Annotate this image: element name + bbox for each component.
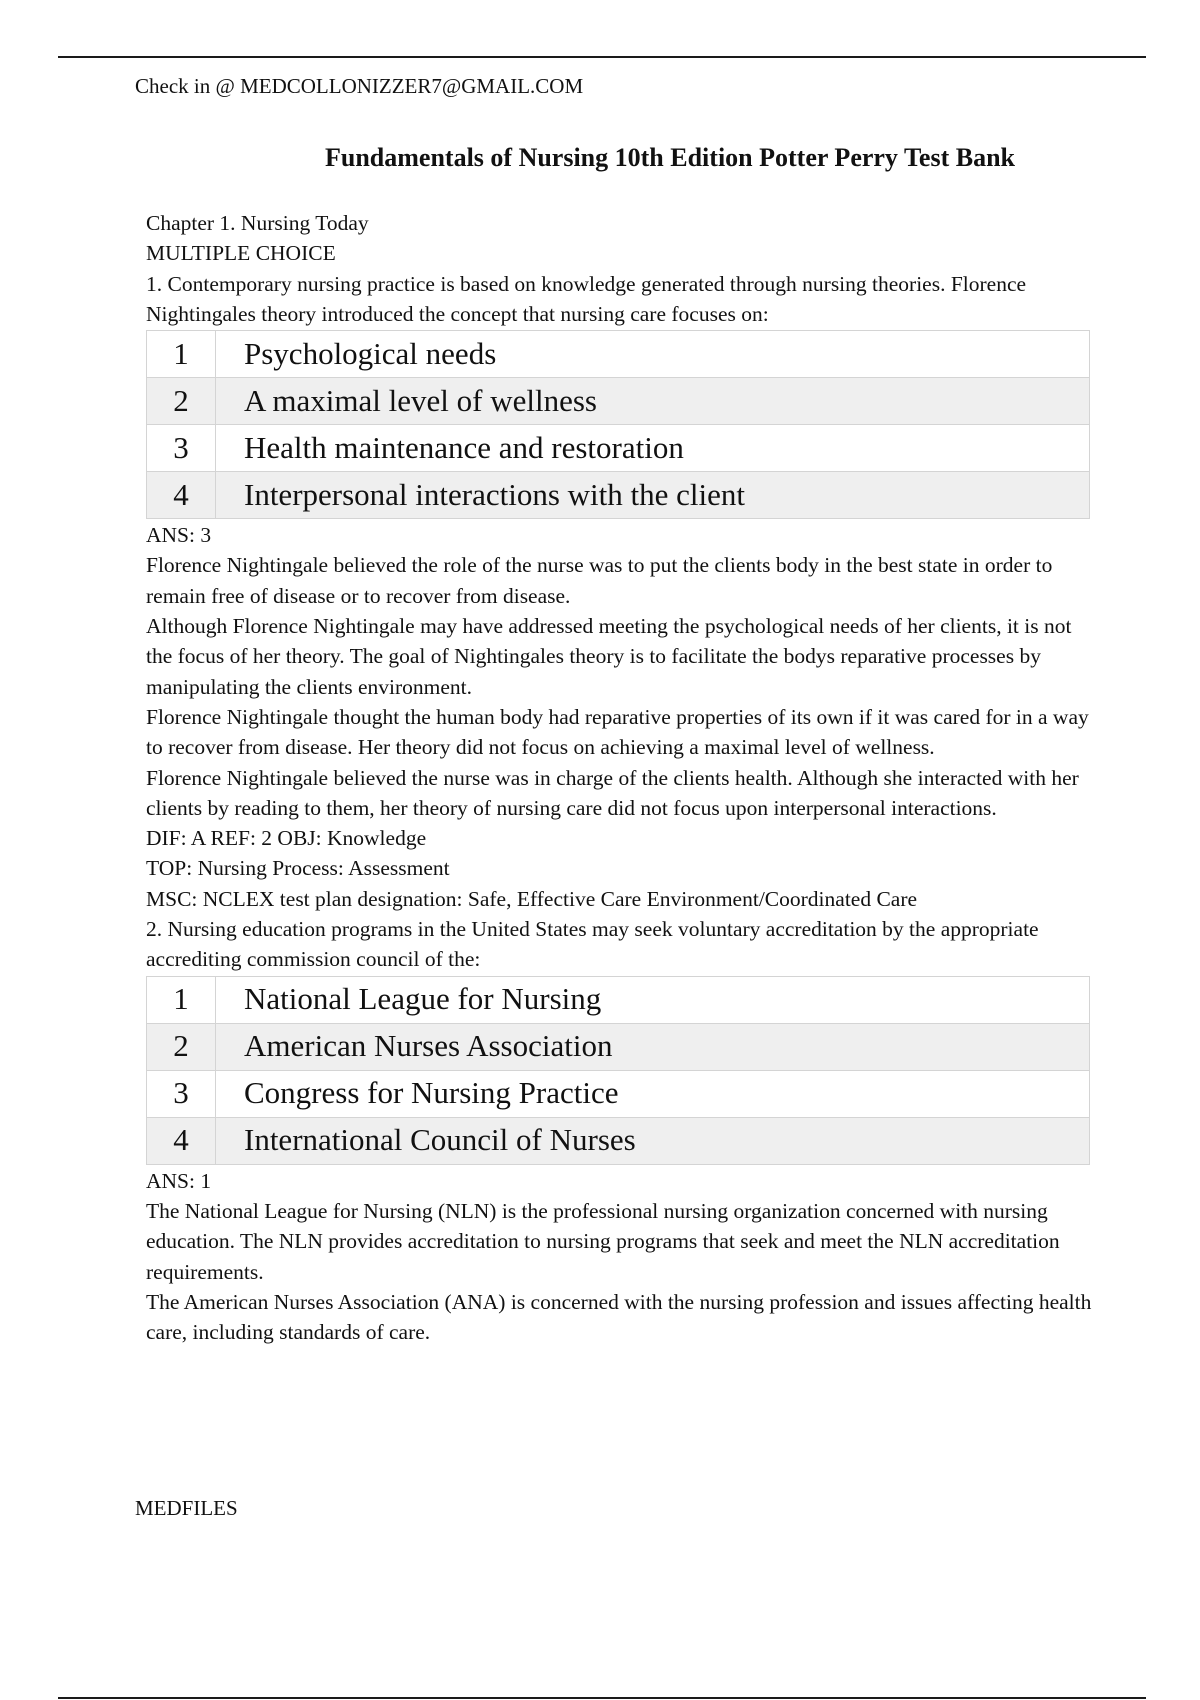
option-number: 3 [147,1070,216,1117]
option-number: 3 [147,425,216,472]
answer-line: ANS: 1 [146,1168,212,1193]
option-row [147,425,1090,472]
meta-line: DIF: A REF: 2 OBJ: Knowledge [146,826,427,851]
option-row [147,472,1090,519]
rationale-paragraph: Florence Nightingale believed the role of the nurse was to put the clients body in the best state in order to remain free of disease or to recover from disease. [146,553,1053,608]
rationale-paragraph: Florence Nightingale believed the nurse was in charge of the clients health. Although she interacted with her clients by reading to them, her theory of nursing care did not focus upon interpersonal interactions. [146,765,1079,820]
page-header: Check in @ MEDCOLLONIZZER7@GMAIL.COM [135,74,584,98]
option-text: American Nurses Association [216,1023,1090,1070]
options-table [146,330,1090,519]
option-number: 4 [147,472,216,519]
question-stem: 2. Nursing education programs in the United States may seek voluntary accreditation by the appropriate accrediting commission council of the: [146,917,1039,972]
option-row [147,1023,1090,1070]
document-title: Fundamentals of Nursing 10th Edition Potter Perry Test Bank [324,143,1015,172]
answer-line: ANS: 3 [146,523,212,548]
option-row [147,1070,1090,1117]
page-footer: MEDFILES [135,1496,238,1520]
rationale-paragraph: The American Nurses Association (ANA) is concerned with the nursing profession and issues affecting health care, including standards of care. [146,1289,1092,1345]
option-row [147,976,1090,1023]
option-number: 4 [147,1117,216,1164]
option-text: Congress for Nursing Practice [216,1070,1090,1117]
rationale-paragraph: Florence Nightingale thought the human body had reparative properties of its own if it was cared for in a way to recover from disease. Her theory did not focus on achieving a maximal level of wellness. [146,704,1089,760]
meta-line: MSC: NCLEX test plan designation: Safe, Effective Care Environment/Coordinated Care [146,886,918,911]
option-row [147,331,1090,378]
option-text: International Council of Nurses [216,1117,1090,1164]
document-body [146,208,1096,1347]
option-text: National League for Nursing [216,976,1090,1023]
option-number: 1 [147,976,216,1023]
bottom-rule [58,1697,1146,1699]
option-text: Health maintenance and restoration [216,425,1090,472]
option-number: 2 [147,378,216,425]
chapter-heading: Chapter 1. Nursing Today [146,211,369,235]
meta-line: TOP: Nursing Process: Assessment [146,856,450,881]
option-text: A maximal level of wellness [216,378,1090,425]
option-text: Psychological needs [216,331,1090,378]
option-row [147,1117,1090,1164]
question-stem: 1. Contemporary nursing practice is based on knowledge generated through nursing theories. Florence Nightingales theory introduced the concept that nursing care focuses on: [146,271,1027,326]
top-rule [58,56,1146,58]
option-row [147,378,1090,425]
option-number: 1 [147,331,216,378]
section-heading: MULTIPLE CHOICE [146,241,336,266]
rationale-paragraph: The National League for Nursing (NLN) is the professional nursing organization concerned with nursing education. The NLN provides accreditation to nursing programs that seek and meet the NLN accreditation requirements. [146,1198,1060,1284]
rationale-paragraph: Although Florence Nightingale may have addressed meeting the psychological needs of her clients, it is not the focus of her theory. The goal of Nightingales theory is to facilitate the bodys reparative processes by manipulating the clients environment. [146,614,1072,699]
option-number: 2 [147,1023,216,1070]
options-table [146,976,1090,1165]
option-text: Interpersonal interactions with the client [216,472,1090,519]
